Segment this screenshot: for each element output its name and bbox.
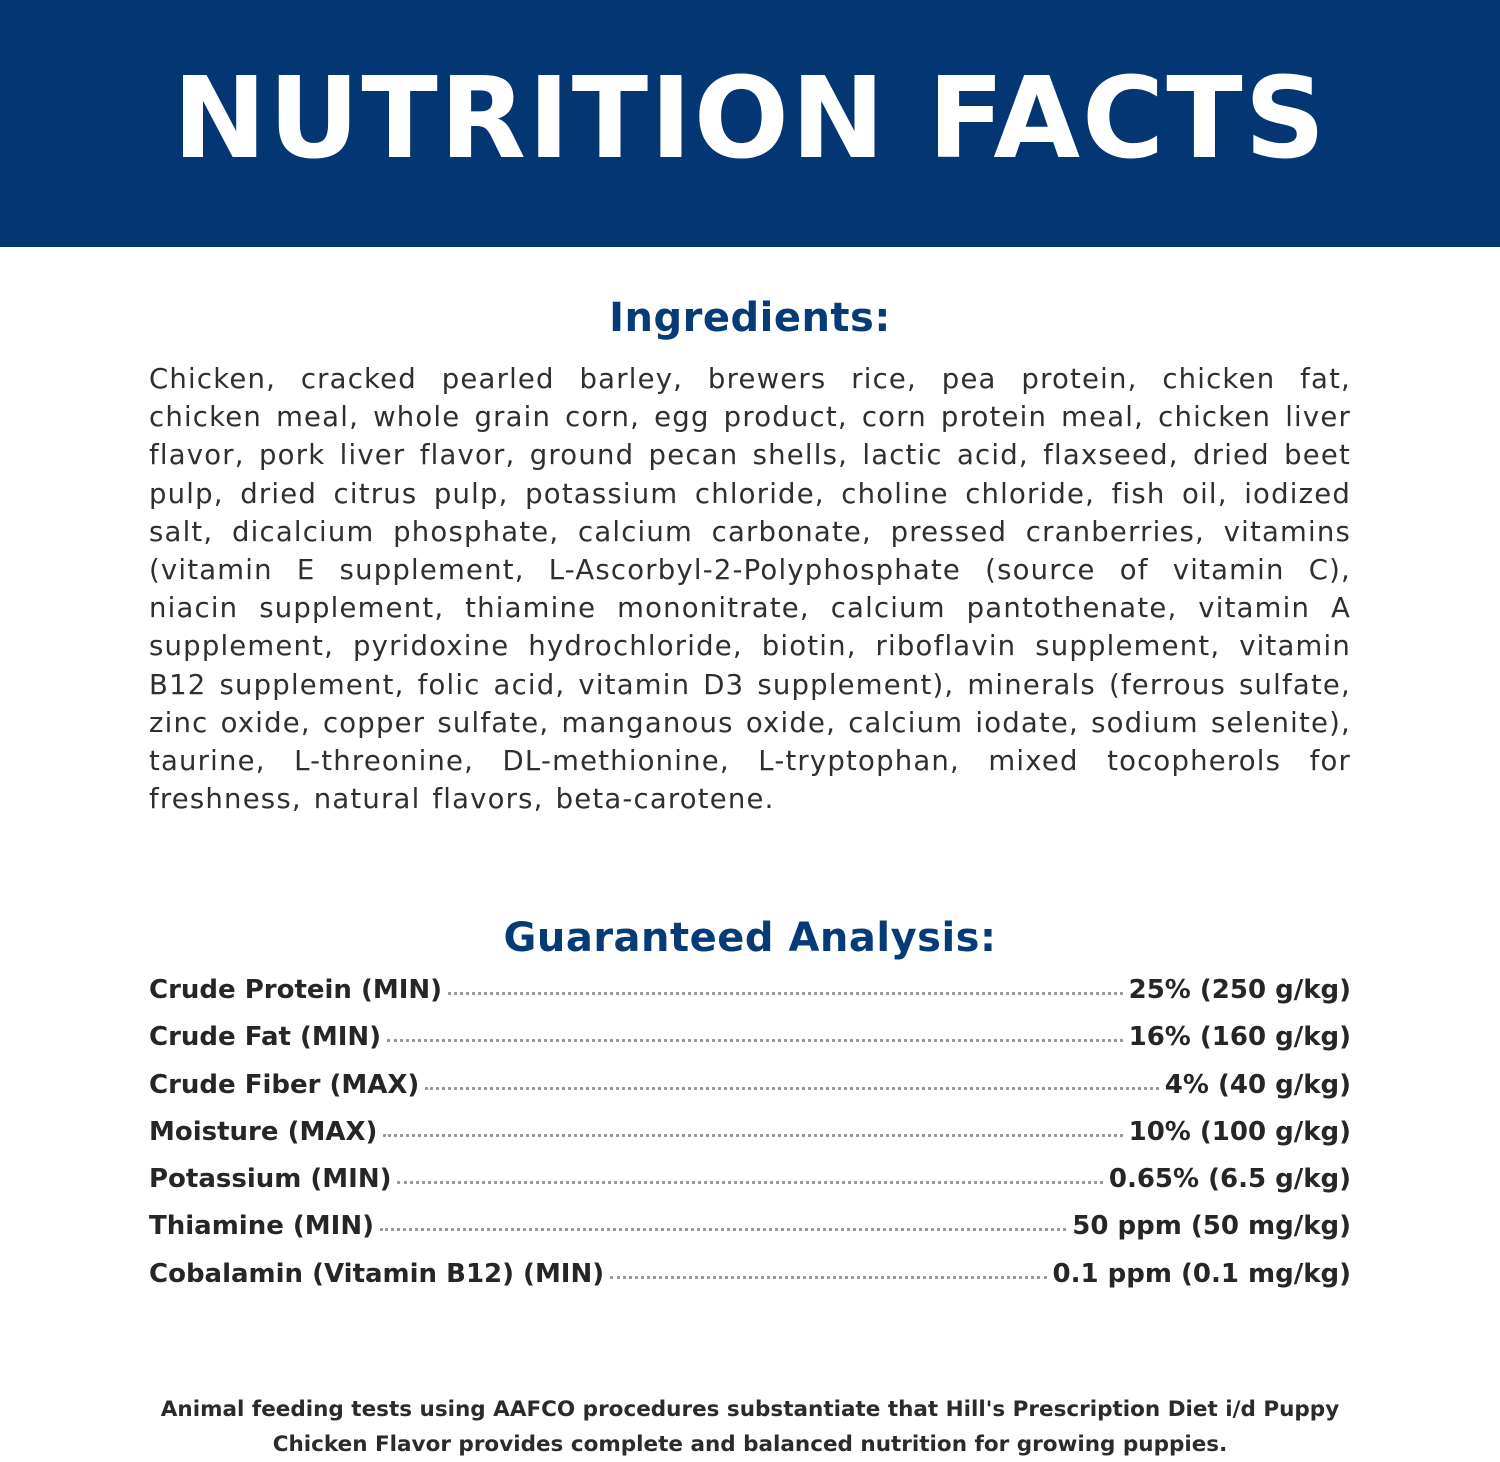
analysis-value: 50 ppm (50 mg/kg) bbox=[1072, 1211, 1351, 1242]
dot-leader bbox=[397, 1180, 1102, 1184]
analysis-label: Potassium (MIN) bbox=[149, 1164, 392, 1195]
page-title: NUTRITION FACTS bbox=[172, 53, 1328, 184]
analysis-value: 0.1 ppm (0.1 mg/kg) bbox=[1052, 1258, 1351, 1289]
analysis-row-potassium bbox=[149, 1164, 1351, 1211]
aafco-statement bbox=[0, 1392, 1500, 1462]
dot-leader bbox=[387, 1038, 1123, 1042]
guaranteed-analysis-heading: Guaranteed Analysis: bbox=[503, 915, 997, 961]
aafco-statement-line-1: Animal feeding tests using AAFCO procedures substantiate that Hill's Prescription Diet i/d Puppy bbox=[160, 1397, 1340, 1422]
aafco-statement-line-2: Chicken Flavor provides complete and balanced nutrition for growing puppies. bbox=[272, 1432, 1228, 1457]
analysis-row-crude-fiber bbox=[149, 1070, 1351, 1117]
dot-leader bbox=[383, 1133, 1122, 1137]
dot-leader bbox=[425, 1086, 1158, 1090]
analysis-row-crude-fat bbox=[149, 1022, 1351, 1069]
analysis-row-cobalamin bbox=[149, 1259, 1351, 1306]
analysis-value: 0.65% (6.5 g/kg) bbox=[1108, 1164, 1351, 1195]
analysis-value: 10% (100 g/kg) bbox=[1128, 1116, 1351, 1147]
analysis-label: Moisture (MAX) bbox=[149, 1116, 378, 1147]
dot-leader bbox=[380, 1227, 1066, 1231]
analysis-row-crude-protein bbox=[149, 975, 1351, 1022]
analysis-label: Crude Fat (MIN) bbox=[149, 1022, 382, 1053]
analysis-label: Crude Fiber (MAX) bbox=[149, 1069, 420, 1100]
ingredients-heading: Ingredients: bbox=[609, 295, 891, 341]
ingredients-text: Chicken, cracked pearled barley, brewers rice, pea protein, chicken fat, chicken meal, whole grain corn, egg product, corn protein meal, chicken liver flavor, pork liver flavor, ground pecan shells, lactic acid, flaxseed, dried beet pulp, dried citrus pulp, potassium chloride, choline chloride, fish oil, iodized salt, dicalcium phosphate, calcium carbonate, pressed cranberries, vitamins (vitamin E supplement, L-Ascorbyl-2-Polyphosphate (source of vitamin C), niacin supplement, thiamine mononitrate, calcium pantothenate, vitamin A supplement, pyridoxine hydrochloride, biotin, riboflavin supplement, vitamin B12 supplement, folic acid, vitamin D3 supplement), minerals (ferrous sulfate, zinc oxide, copper sulfate, manganous oxide, calcium iodate, sodium selenite), taurine, L-threonine, DL-methionine, L-tryptophan, mixed tocopherols for freshness, natural flavors, beta-carotene. bbox=[149, 363, 1351, 816]
analysis-label: Crude Protein (MIN) bbox=[149, 975, 443, 1005]
header-band bbox=[0, 0, 1500, 247]
analysis-label: Cobalamin (Vitamin B12) (MIN) bbox=[149, 1258, 605, 1289]
analysis-value: 16% (160 g/kg) bbox=[1128, 1022, 1351, 1053]
analysis-label: Thiamine (MIN) bbox=[149, 1211, 374, 1242]
dot-leader bbox=[448, 991, 1123, 995]
dot-leader bbox=[610, 1275, 1046, 1279]
analysis-value: 4% (40 g/kg) bbox=[1164, 1069, 1351, 1100]
analysis-row-thiamine bbox=[149, 1211, 1351, 1258]
analysis-value: 25% (250 g/kg) bbox=[1128, 975, 1351, 1005]
analysis-row-moisture bbox=[149, 1117, 1351, 1164]
guaranteed-analysis-list bbox=[149, 975, 1351, 1306]
